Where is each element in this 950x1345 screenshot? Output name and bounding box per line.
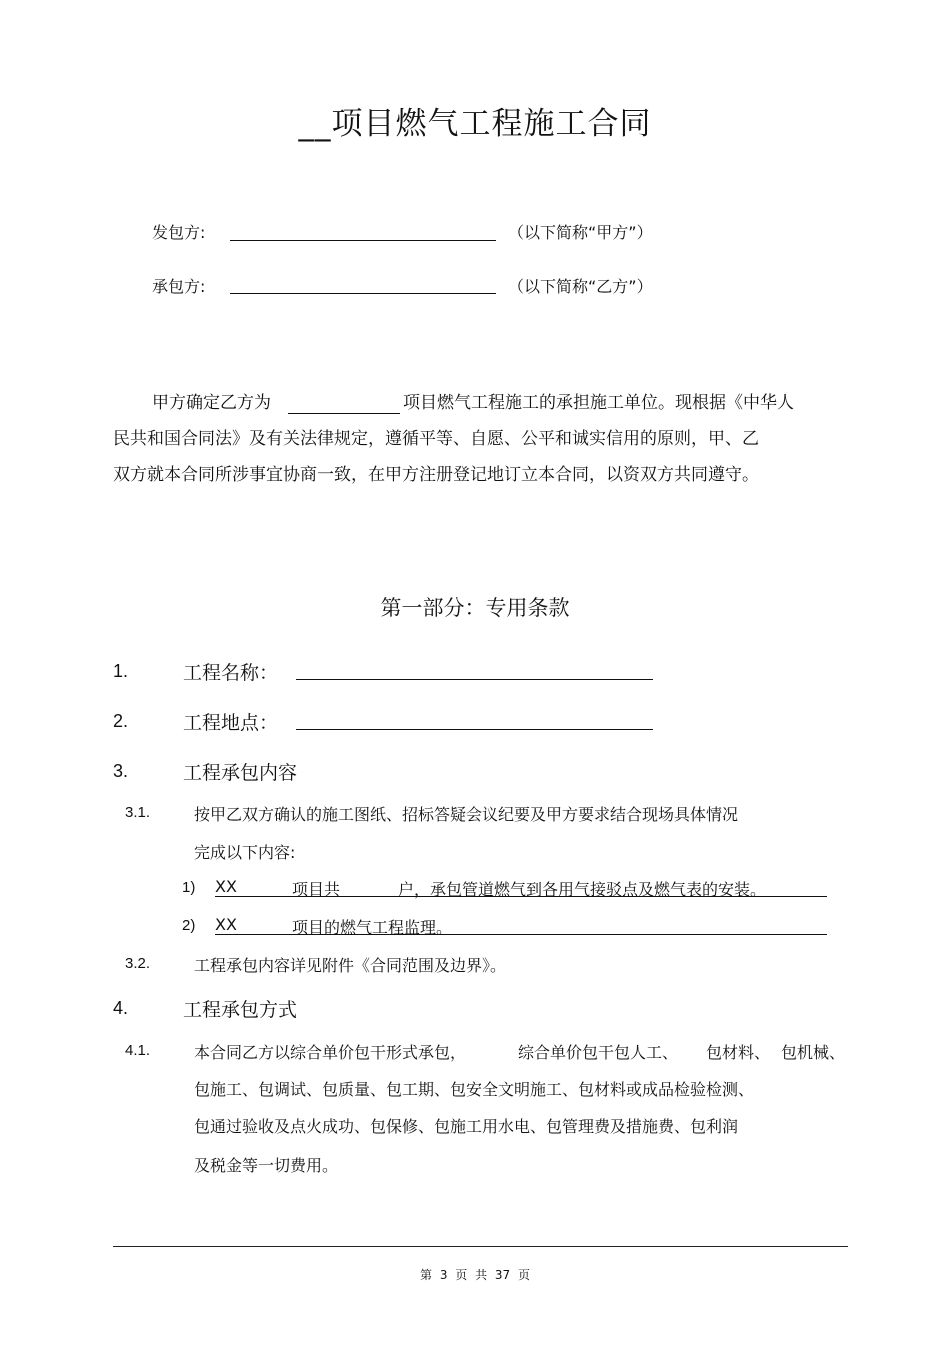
list-1-number: 1) <box>182 879 196 896</box>
list-2-xx: XX <box>215 915 237 934</box>
preamble-line1-end: 项目燃气工程施工的承担施工单位。现根据《中华人 <box>403 393 794 413</box>
item-4-number: 4. <box>113 998 129 1018</box>
item-3-label: 工程承包内容 <box>183 762 298 784</box>
list-1-underline <box>215 896 827 897</box>
document-title: __项目燃气工程施工合同 <box>298 106 652 142</box>
list-2-text: 项目的燃气工程监理。 <box>292 918 453 937</box>
preamble-line1-start: 甲方确定乙方为 <box>152 393 271 413</box>
item-4-label: 工程承包方式 <box>183 999 298 1021</box>
page-number: 第 3 页 共 37 页 <box>420 1268 530 1282</box>
section-title: 第一部分：专用条款 <box>380 596 570 620</box>
footer-divider <box>113 1246 848 1247</box>
party-b-label: 承包方: <box>152 277 206 296</box>
preamble-line3: 双方就本合同所涉事宜协商一致，在甲方注册登记地订立本合同，以资双方共同遵守。 <box>113 465 759 485</box>
sub-3-1-line2: 完成以下内容: <box>194 843 296 862</box>
party-b-note: （以下简称“乙方”） <box>508 277 653 296</box>
sub-4-1-line1-c: 包材料、 <box>706 1043 771 1062</box>
preamble-project-blank <box>288 413 400 414</box>
party-a-blank <box>230 240 496 241</box>
sub-4-1-line1-a: 本合同乙方以综合单价包干形式承包， <box>194 1043 467 1062</box>
sub-4-1-number: 4.1. <box>125 1042 151 1059</box>
list-2-underline <box>215 934 827 935</box>
party-a-label: 发包方: <box>152 223 206 242</box>
list-2-number: 2) <box>182 917 196 934</box>
project-name-blank <box>296 679 653 680</box>
sub-4-1-line4: 及税金等一切费用。 <box>194 1156 339 1175</box>
item-2-label: 工程地点： <box>183 712 279 734</box>
item-3-number: 3. <box>113 761 129 781</box>
sub-4-1-line2: 包施工、包调试、包质量、包工期、包安全文明施工、包材料或成品检验检测、 <box>194 1080 755 1099</box>
sub-3-1-number: 3.1. <box>125 804 151 821</box>
sub-4-1-line1-d: 包机械、 <box>781 1043 846 1062</box>
project-location-blank <box>296 729 653 730</box>
preamble-line2: 民共和国合同法》及有关法律规定，遵循平等、自愿、公平和诚实信用的原则，甲、乙 <box>113 429 759 449</box>
item-2-number: 2. <box>113 711 129 731</box>
sub-3-1-line1: 按甲乙双方确认的施工图纸、招标答疑会议纪要及甲方要求结合现场具体情况 <box>194 805 739 824</box>
list-1-text-a: 项目共 <box>292 880 341 899</box>
party-a-note: （以下简称“甲方”） <box>508 223 653 242</box>
item-1-label: 工程名称： <box>183 662 279 684</box>
item-1-number: 1. <box>113 661 129 681</box>
sub-3-2-text: 工程承包内容详见附件《合同范围及边界》。 <box>194 956 507 975</box>
sub-3-2-number: 3.2. <box>125 955 151 972</box>
list-1-text-b: 户，承包管道燃气到各用气接驳点及燃气表的安装。 <box>398 880 767 899</box>
list-1-xx: XX <box>215 877 237 896</box>
sub-4-1-line1-b: 综合单价包干包人工、 <box>518 1043 679 1062</box>
sub-4-1-line3: 包通过验收及点火成功、包保修、包施工用水电、包管理费及措施费、包利润 <box>194 1117 739 1136</box>
party-b-blank <box>230 293 496 294</box>
